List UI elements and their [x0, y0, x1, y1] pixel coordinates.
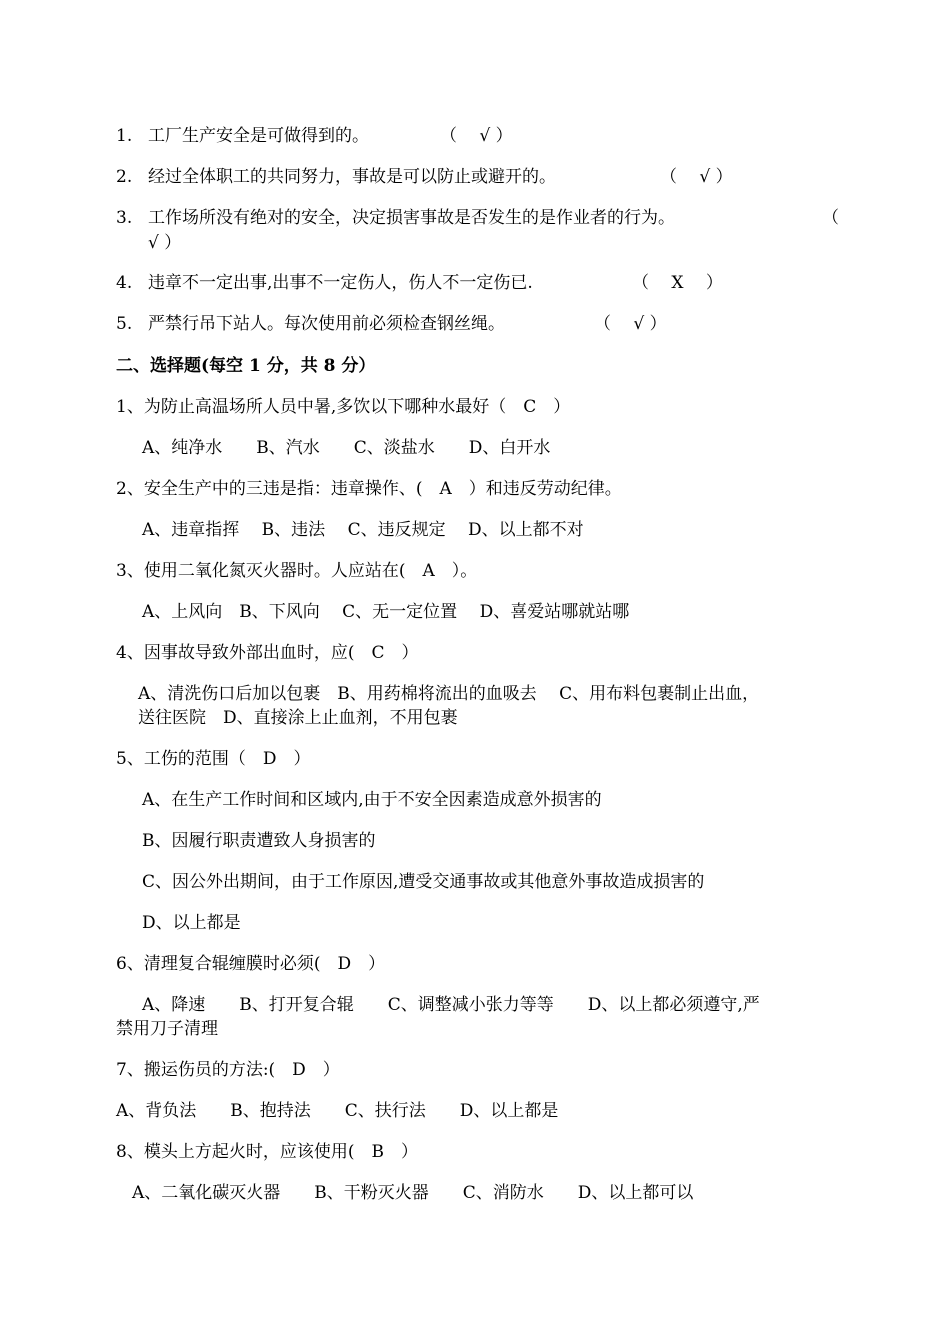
question-options: A、上风向 B、下风向 C、无一定位置 D、喜爱站哪就站哪	[142, 602, 630, 622]
question-text: 5、工伤的范围（ D ）	[116, 749, 311, 769]
question-options: A、清洗伤口后加以包裹 B、用药棉将流出的血吸去 C、用布料包裹制止出血，	[138, 684, 760, 704]
question-options: A、违章指挥 B、违法 C、违反规定 D、以上都不对	[142, 520, 584, 540]
item-answer: （ √ ）	[594, 314, 667, 334]
item-number: 2.	[116, 167, 133, 187]
item-number: 4.	[116, 273, 133, 293]
item-text: 经过全体职工的共同努力，事故是可以防止或避开的。	[148, 167, 556, 187]
question-options-continued: 送往医院 D、直接涂上止血剂，不用包裹	[138, 708, 458, 728]
question-option-d: D、以上都是	[142, 913, 241, 933]
question-text: 1、为防止高温场所人员中暑,多饮以下哪种水最好（ C ）	[116, 397, 571, 417]
item-text: 工厂生产安全是可做得到的。	[148, 126, 369, 146]
question-text: 3、使用二氧化氮灭火器时。人应站在( A ）。	[116, 561, 478, 581]
item-answer: （ √ ）	[440, 126, 513, 146]
question-options: A、二氧化碳灭火器 B、干粉灭火器 C、消防水 D、以上都可以	[132, 1183, 694, 1203]
question-text: 7、搬运伤员的方法:( D ）	[116, 1060, 340, 1080]
item-answer: （	[822, 208, 839, 228]
item-answer-continued: √ ）	[148, 233, 182, 253]
question-text: 4、因事故导致外部出血时，应( C ）	[116, 643, 419, 663]
item-text: 违章不一定出事,出事不一定伤人，伤人不一定伤已.	[148, 273, 533, 293]
question-options: A、降速 B、打开复合辊 C、调整减小张力等等 D、以上都必须遵守,严	[142, 995, 760, 1015]
question-text: 8、模头上方起火时，应该使用( B ）	[116, 1142, 418, 1162]
item-answer: （ X ）	[632, 273, 723, 293]
item-text: 严禁行吊下站人。每次使用前必须检查钢丝绳。	[148, 314, 505, 334]
item-answer: （ √ ）	[660, 167, 733, 187]
item-text: 工作场所没有绝对的安全，决定损害事故是否发生的是作业者的行为。	[148, 208, 675, 228]
question-text: 6、清理复合辊缠膜时必须( D ）	[116, 954, 386, 974]
item-number: 5.	[116, 314, 133, 334]
section-title: 二、选择题(每空 1 分，共 8 分）	[116, 356, 376, 376]
question-text: 2、安全生产中的三违是指：违章操作、( A ）和违反劳动纪律。	[116, 479, 622, 499]
question-option-c: C、因公外出期间，由于工作原因,遭受交通事故或其他意外事故造成损害的	[142, 872, 705, 892]
question-options-continued: 禁用刀子清理	[116, 1019, 218, 1039]
question-option-a: A、在生产工作时间和区域内,由于不安全因素造成意外损害的	[142, 790, 602, 810]
question-options: A、纯净水 B、汽水 C、淡盐水 D、白开水	[142, 438, 551, 458]
item-number: 1.	[116, 126, 133, 146]
item-number: 3.	[116, 208, 133, 228]
question-option-b: B、因履行职责遭致人身损害的	[142, 831, 376, 851]
question-options: A、背负法 B、抱持法 C、扶行法 D、以上都是	[116, 1101, 559, 1121]
